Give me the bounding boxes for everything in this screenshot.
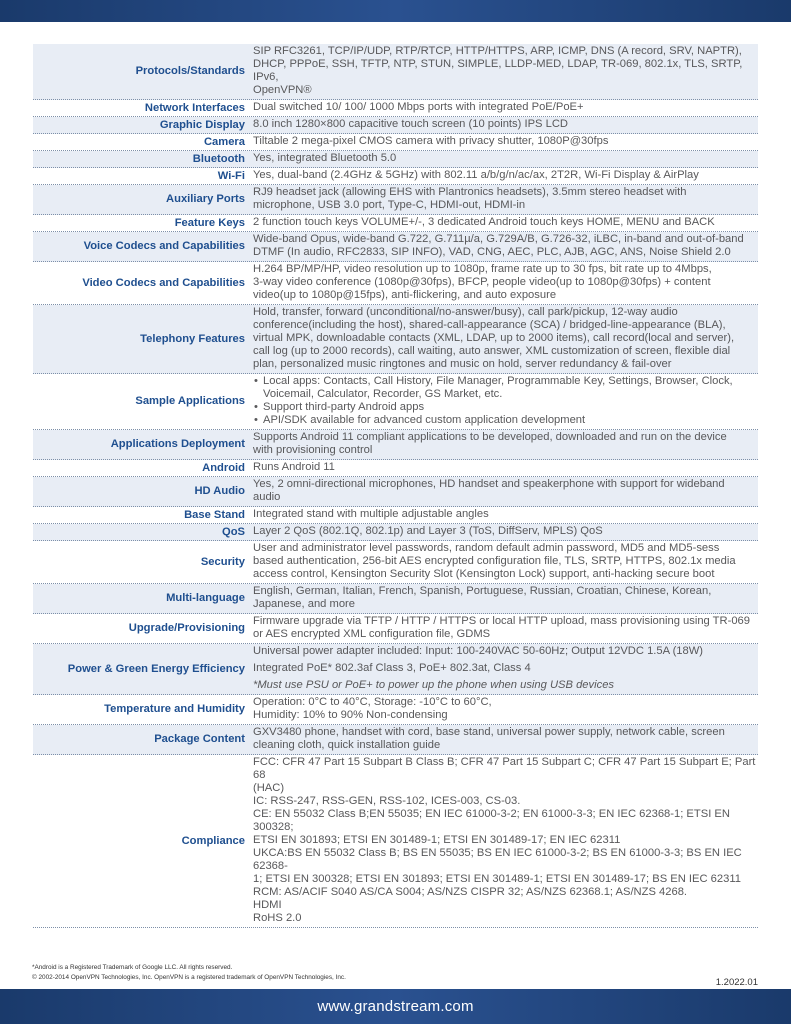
spec-value-line: UKCA:BS EN 55032 Class B; BS EN 55035; BS EN IEC 61000-3-2; BS EN 61000-3-3; BS EN IEC 62368- [253, 847, 742, 872]
openvpn-trademark-note: © 2002-2014 OpenVPN Technologies, Inc. OpenVPN is a registered trademark of OpenVPN Technologies, Inc. [32, 974, 346, 981]
spec-row [33, 614, 758, 644]
spec-row [33, 100, 758, 117]
spec-label: Compliance [181, 834, 245, 847]
spec-row [33, 584, 758, 614]
spec-value-line: video(up to 1080p@15fps), anti-flickering, and auto exposure [253, 289, 557, 301]
bullet-item: • Local apps: Contacts, Call History, File Manager, Programmable Key, Settings, Browser, Clock, Voicemail, Calculator, Recorder, GS Market, etc. [253, 375, 758, 401]
spec-value [253, 44, 758, 99]
spec-value-line: Humidity: 10% to 90% Non-condensing [253, 709, 448, 721]
spec-value-line: virtual MPK, downloadable contacts (XML, LDAP, up to 2000 items), call record(local and server), [253, 332, 735, 344]
spec-value [253, 695, 758, 724]
spec-value-line: Integrated stand with multiple adjustable angles [253, 508, 489, 520]
spec-row [33, 305, 758, 374]
spec-label: Network Interfaces [144, 101, 245, 114]
spec-value-line: with provisioning control [253, 444, 373, 456]
spec-row [33, 185, 758, 215]
bullet-item: • Support third-party Android apps [253, 401, 758, 414]
spec-row [33, 695, 758, 725]
spec-value-line: Firmware upgrade via TFTP / HTTP / HTTPS or local HTTP upload, mass provisioning using TR-069 [253, 615, 750, 627]
spec-row [33, 507, 758, 524]
spec-label: QoS [222, 525, 245, 538]
spec-value-line: Yes, integrated Bluetooth 5.0 [253, 152, 397, 164]
spec-value [253, 507, 758, 523]
spec-value [253, 584, 758, 613]
spec-value-line: audio [253, 491, 281, 503]
spec-value-line: GXV3480 phone, handset with cord, base stand, universal power supply, network cable, screen [253, 726, 725, 738]
spec-value-line: microphone, USB 3.0 port, Type-C, HDMI-out, HDMI-in [253, 199, 526, 211]
spec-value-line: Dual switched 10/ 100/ 1000 Mbps ports with integrated PoE/PoE+ [253, 101, 584, 113]
spec-label: Telephony Features [140, 332, 245, 345]
spec-value-line: HDMI [253, 899, 282, 911]
spec-value-line: RoHS 2.0 [253, 912, 302, 924]
spec-value [253, 644, 758, 694]
spec-value-line: 1; ETSI EN 300328; ETSI EN 301893; ETSI EN 301489-1; ETSI EN 301489-17; BS EN IEC 62311 [253, 873, 741, 885]
spec-table [33, 44, 758, 928]
document-version: 1.2022.01 [715, 977, 758, 988]
spec-row [33, 725, 758, 755]
spec-value [253, 614, 758, 643]
spec-value-line: conference(including the host), shared-call-appearance (SCA) / bridged-line-appearance (BLA), [253, 319, 726, 331]
spec-value-line: Hold, transfer, forward (unconditional/no-answer/busy), call park/pickup, 12-way audio [253, 306, 678, 318]
spec-value [253, 185, 758, 214]
spec-value-line: Yes, 2 omni-directional microphones, HD handset and speakerphone with support for wideband [253, 478, 725, 490]
spec-value-line: 8.0 inch 1280×800 capacitive touch screen (10 points) IPS LCD [253, 118, 568, 130]
spec-value-line: cleaning cloth, quick installation guide [253, 739, 441, 751]
spec-label: Applications Deployment [110, 438, 245, 450]
spec-row [33, 44, 758, 100]
spec-row [33, 151, 758, 168]
spec-value-line: User and administrator level passwords, random default admin password, MD5 and MD5-sess [253, 542, 720, 554]
bottom-footer-band [0, 989, 791, 1024]
spec-row [33, 524, 758, 541]
spec-value [253, 168, 758, 184]
spec-row [33, 168, 758, 185]
spec-row [33, 215, 758, 232]
spec-row [33, 755, 758, 928]
spec-value [253, 117, 758, 133]
spec-value-line: plan, personalized music ringtones and music on hold, server redundancy & fail-over [253, 358, 672, 370]
spec-value-line: SIP RFC3261, TCP/IP/UDP, RTP/RTCP, HTTP/HTTPS, ARP, ICMP, DNS (A record, SRV, NAPTR), [253, 45, 742, 57]
spec-label: Temperature and Humidity [104, 703, 245, 715]
spec-value [253, 541, 758, 583]
spec-label: Wi-Fi [217, 169, 245, 182]
spec-value-line: Layer 2 QoS (802.1Q, 802.1p) and Layer 3 (ToS, DiffServ, MPLS) QoS [253, 525, 603, 537]
spec-row [33, 117, 758, 134]
spec-value-line: RCM: AS/ACIF S040 AS/CA S004; AS/NZS CISPR 32; AS/NZS 62368.1; AS/NZS 4268. [253, 886, 688, 898]
spec-row [33, 262, 758, 305]
spec-value [253, 725, 758, 754]
website-link[interactable]: www.grandstream.com [317, 998, 474, 1015]
spec-row [33, 374, 758, 430]
spec-label: Graphic Display [159, 118, 245, 131]
spec-row [33, 232, 758, 262]
spec-value-line: OpenVPN® [253, 84, 312, 96]
spec-value [253, 305, 758, 373]
spec-value-line: 2 function touch keys VOLUME+/-, 3 dedicated Android touch keys HOME, MENU and BACK [253, 216, 715, 228]
spec-value-line: Operation: 0°C to 40°C, Storage: -10°C to 60°C, [253, 696, 492, 708]
spec-value [253, 430, 758, 459]
spec-value [253, 262, 758, 304]
spec-value-line: DTMF (In audio, RFC2833, SIP INFO), VAD, CNG, AEC, PLC, AJB, AGC, ANS, Noise Shield 2.0 [253, 246, 731, 258]
spec-value-line: DHCP, PPPoE, SSH, TFTP, NTP, STUN, SIMPLE, LLDP-MED, LDAP, TR-069, 802.1x, TLS, SRTP, IPv6, [253, 58, 743, 83]
spec-value [253, 151, 758, 167]
spec-value-line: Universal power adapter included: Input: 100-240VAC 50-60Hz; Output 12VDC 1.5A (18W) [253, 645, 704, 657]
spec-value-line: FCC: CFR 47 Part 15 Subpart B Class B; CFR 47 Part 15 Subpart C; CFR 47 Part 15 Subpart E; Part 68 [253, 756, 756, 781]
spec-value-line: (HAC) [253, 782, 285, 794]
spec-label: Protocols/Standards [135, 65, 245, 77]
spec-value-line: call log (up to 2000 records), call waiting, auto answer, XML customization of screen, flexible dial [253, 345, 731, 357]
spec-value-line: based authentication, 256-bit AES encrypted configuration file, TLS, SRTP, HTTPS, 802.1x media [253, 555, 736, 567]
spec-value-line: Yes, dual-band (2.4GHz & 5GHz) with 802.11 a/b/g/n/ac/ax, 2T2R, Wi-Fi Display & AirPlay [253, 169, 699, 181]
spec-label: Feature Keys [174, 216, 245, 229]
spec-label: Voice Codecs and Capabilities [83, 240, 245, 252]
spec-value-line: ETSI EN 301893; ETSI EN 301489-1; ETSI EN 301489-17; EN IEC 62311 [253, 834, 621, 846]
spec-row [33, 477, 758, 507]
spec-row [33, 430, 758, 460]
spec-value [253, 134, 758, 150]
spec-row [33, 460, 758, 477]
spec-value [253, 755, 758, 927]
spec-label: HD Audio [194, 485, 245, 497]
spec-label: Video Codecs and Capabilities [82, 276, 245, 289]
spec-value-line: access control, Kensington Security Slot (Kensington Lock) support, anti-hacking secure boot [253, 568, 715, 580]
android-trademark-note: *Android is a Registered Trademark of Google LLC. All rights reserved. [32, 964, 233, 971]
spec-value [253, 460, 758, 476]
spec-row [33, 134, 758, 151]
spec-label: Auxiliary Ports [166, 193, 245, 205]
spec-value [253, 374, 758, 429]
spec-value-line: RJ9 headset jack (allowing EHS with Plantronics headsets), 3.5mm stereo headset with [253, 186, 687, 198]
spec-value-line: IC: RSS-247, RSS-GEN, RSS-102, ICES-003, CS-03. [253, 795, 521, 807]
spec-value-line: 3-way video conference (1080p@30fps), BFCP, people video(up to 1080p@30fps) + content [253, 276, 711, 288]
spec-row [33, 644, 758, 695]
spec-row [33, 541, 758, 584]
spec-value-line: or AES encrypted XML configuration file, GDMS [253, 628, 491, 640]
spec-value-line: English, German, Italian, French, Spanish, Portuguese, Russian, Croatian, Chinese, Korean, [253, 585, 712, 597]
spec-value-line: Tiltable 2 mega-pixel CMOS camera with privacy shutter, 1080P@30fps [253, 135, 609, 147]
spec-label: Camera [203, 135, 245, 148]
spec-value-line: Wide-band Opus, wide-band G.722, G.711µ/a, G.729A/B, G.726-32, iLBC, in-band and out-of-band [253, 233, 744, 245]
bullet-item: • API/SDK available for advanced custom application development [253, 414, 758, 427]
spec-value-line: H.264 BP/MP/HP, video resolution up to 1080p, frame rate up to 30 fps, bit rate up to 4Mbps, [253, 263, 712, 275]
spec-value-line: Runs Android 11 [253, 461, 335, 473]
spec-label: Power & Green Energy Efficiency [67, 662, 245, 675]
spec-label: Base Stand [184, 508, 245, 521]
spec-value [253, 100, 758, 116]
spec-value-line: Integrated PoE* 802.3af Class 3, PoE+ 802.3at, Class 4 [253, 662, 531, 674]
spec-label: Multi-language [166, 592, 245, 604]
spec-value [253, 215, 758, 231]
spec-label: Package Content [154, 733, 245, 745]
spec-label: Android [202, 461, 245, 474]
spec-value-line: Japanese, and more [253, 598, 355, 610]
spec-label: Security [200, 555, 245, 568]
power-note: *Must use PSU or PoE+ to power up the phone when using USB devices [253, 679, 615, 691]
spec-label: Sample Applications [135, 395, 245, 407]
spec-value-line: CE: EN 55032 Class B;EN 55035; EN IEC 61000-3-2; EN 61000-3-3; EN IEC 62368-1; ETSI EN 300328; [253, 808, 730, 833]
spec-value [253, 232, 758, 261]
top-header-band [0, 0, 791, 22]
spec-label: Bluetooth [192, 152, 245, 165]
spec-value-line: Supports Android 11 compliant applications to be developed, downloaded and run on the device [253, 431, 727, 443]
spec-value [253, 477, 758, 506]
spec-label: Upgrade/Provisioning [128, 622, 245, 634]
spec-value [253, 524, 758, 540]
